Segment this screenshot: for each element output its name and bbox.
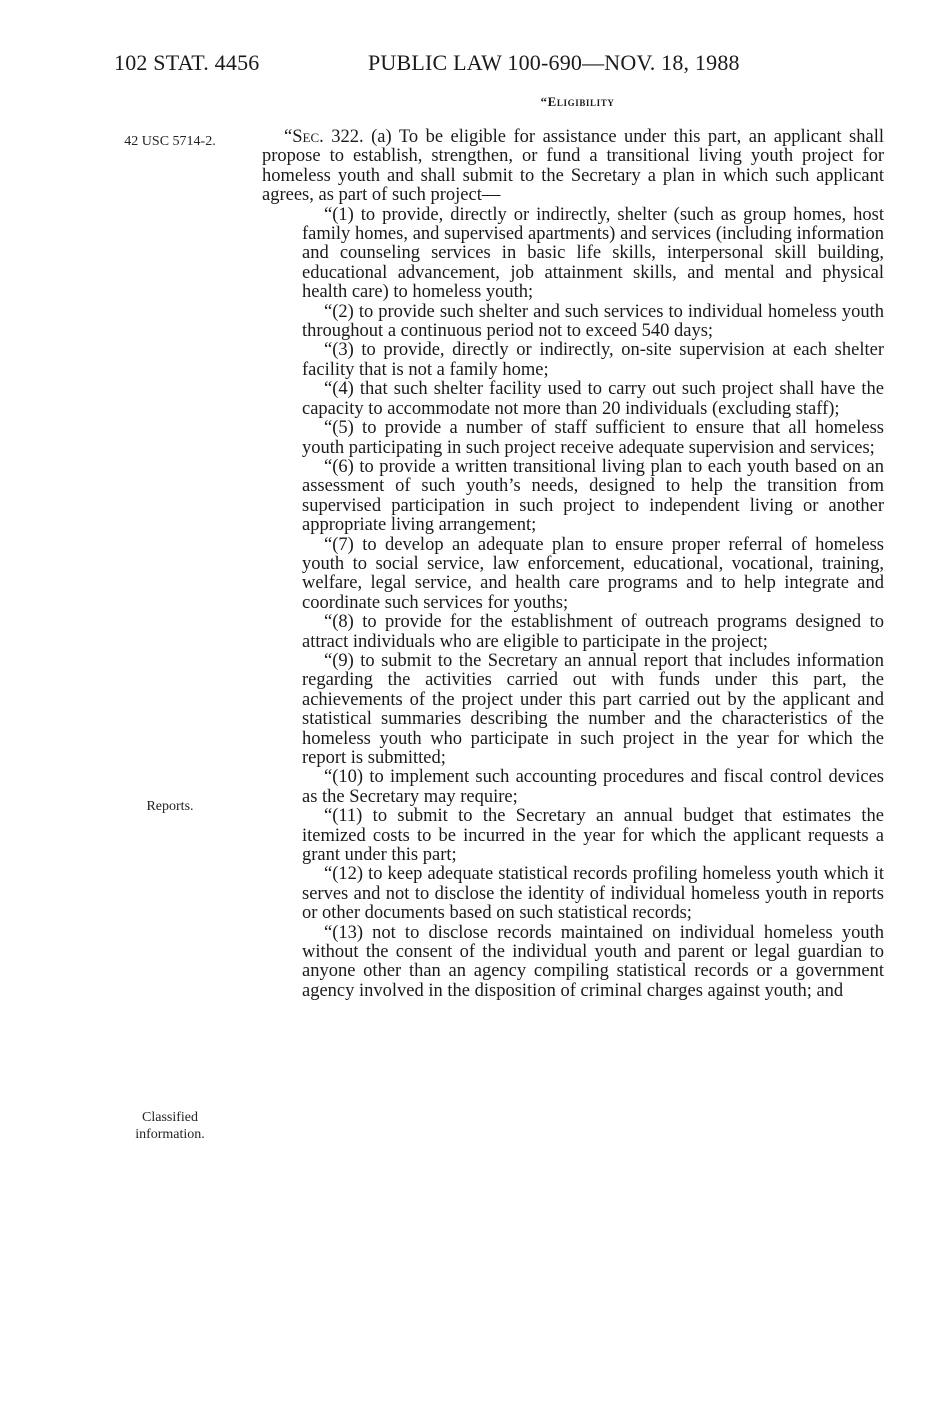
list-item: “(10) to implement such accounting procedures and fiscal control devices as the Secretary may require;: [302, 767, 884, 807]
list-item: “(9) to submit to the Secretary an annual report that includes information regarding the activities carried out with funds under this part, the achievements of the project under this part carried out by the applicant and statistical summaries describing the number and the characteristics of the homeless youth who participate in such project in the year for which the report is submitted;: [302, 650, 884, 768]
section-body: [262, 128, 884, 1001]
page-header-law-title: PUBLIC LAW 100-690—NOV. 18, 1988: [368, 50, 740, 75]
margin-note-classified-line1: Classified: [142, 1110, 198, 1125]
list-item: “(4) that such shelter facility used to carry out such project shall have the capacity to accommodate not more than 20 individuals (excluding staff);: [302, 379, 884, 419]
list-item: “(5) to provide a number of staff sufficient to ensure that all homeless youth participating in such project receive adequate supervision and services;: [302, 418, 884, 458]
list-item: “(1) to provide, directly or indirectly, shelter (such as group homes, host family homes, and supervised apartments) and services (including information and counseling services in basic life skills, interpersonal skill building, educational advancement, job attainment skills, and mental and physical health care) to homeless youth;: [302, 204, 884, 303]
section-heading: “Eligibility: [540, 94, 615, 109]
margin-note-usc: 42 USC 5714-2.: [124, 134, 216, 149]
margin-note-reports: Reports.: [146, 799, 194, 814]
margin-note-classified: [114, 1109, 226, 1143]
section-prefix: “Sec.: [284, 127, 324, 147]
list-item: “(7) to develop an adequate plan to ensure proper referral of homeless youth to social service, law enforcement, educational, vocational, training, welfare, legal service, and health care programs and to help integrate and coordinate such services for youths;: [302, 534, 884, 613]
section-intro-text: 322. (a) To be eligible for assistance under this part, an applicant shall propose to establish, strengthen, or fund a transitional living youth project for homeless youth and shall submit to the Secretary a plan in which such applicant agrees, as part of such project—: [262, 127, 884, 206]
list-item: “(12) to keep adequate statistical records profiling homeless youth which it serves and not to disclose the identity of individual homeless youth in reports or other documents based on such statistical records;: [302, 864, 884, 924]
list-item: “(3) to provide, directly or indirectly, on-site supervision at each shelter facility that is not a family home;: [302, 340, 884, 380]
list-item: “(2) to provide such shelter and such services to individual homeless youth throughout a continuous period not to exceed 540 days;: [302, 301, 884, 342]
list-item: “(11) to submit to the Secretary an annual budget that estimates the itemized costs to be incurred in the year for which the applicant requests a grant under this part;: [302, 806, 884, 866]
list-item: “(8) to provide for the establishment of outreach programs designed to attract individuals who are eligible to participate in the project;: [302, 612, 884, 652]
margin-note-classified-line2: information.: [135, 1127, 205, 1142]
section-intro: [262, 128, 884, 206]
list-item: “(6) to provide a written transitional living plan to each youth based on an assessment of such youth’s needs, designed to help the transition from supervised participation in such project to independent living or another appropriate living arrangement;: [302, 456, 884, 536]
page-header-stat: 102 STAT. 4456: [114, 50, 260, 75]
list-item: “(13) not to disclose records maintained on individual homeless youth without the consent of the individual youth and parent or legal guardian to anyone other than an agency compiling statistical records or a government agency involved in the disposition of criminal charges against youth; and: [302, 922, 884, 1001]
